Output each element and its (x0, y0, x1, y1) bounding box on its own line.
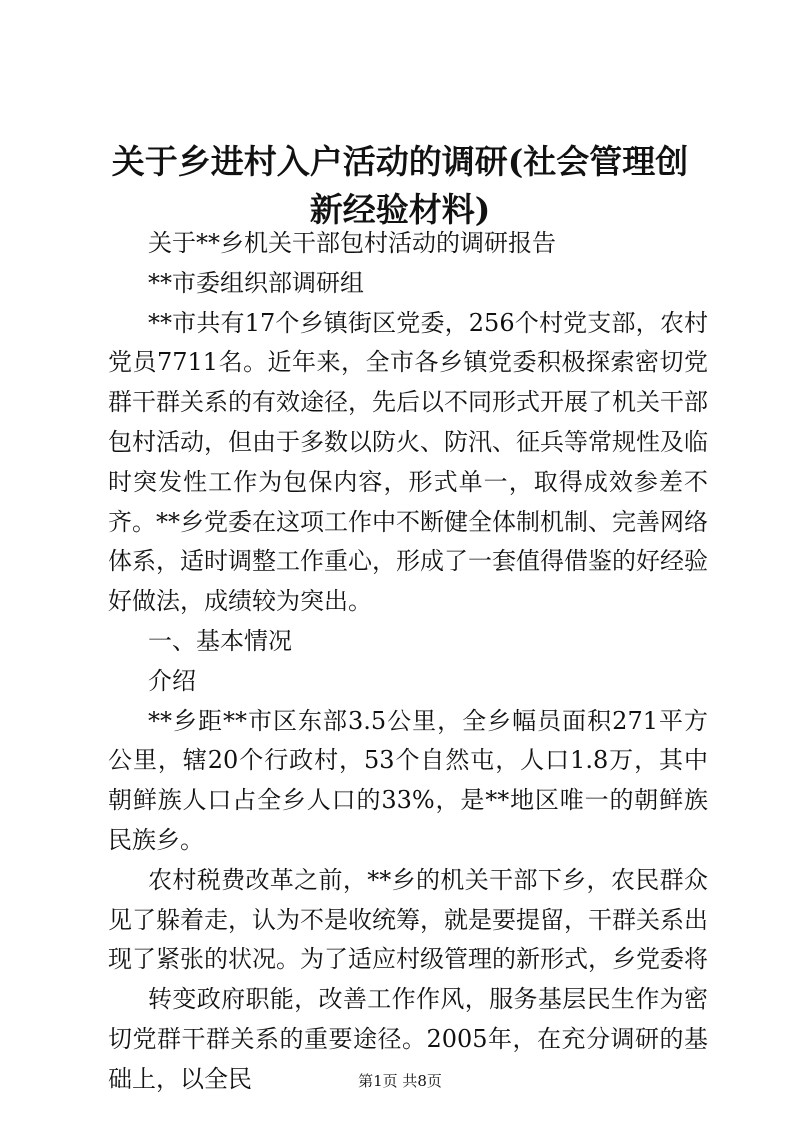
paragraph-transformation: 转变政府职能，改善工作作风，服务基层民生作为密切党群干群关系的重要途径。2005年，在充分调研的基础上，以全民 (108, 985, 708, 1093)
paragraph-background: 农村税费改革之前，**乡的机关干部下乡，农民群众见了躲着走，认为不是收统筹，就是要提留，干群关系出现了紧张的状况。为了适应村级管理的新形式，乡党委将 (108, 865, 708, 974)
section-heading-basic: 一、基本情况 (148, 626, 292, 655)
paragraph-overview: **市共有17个乡镇街区党委，256个村党支部，农村党员7711名。近年来，全市各乡镇党委积极探索密切党群干群关系的有效途径，先后以不同形式开展了机关干部包村活动，但由于多数以防火、防汛、征兵等常规性及临时突发性工作为包保内容，形式单一，取得成效参差不齐。**乡党委在这项工作中不断健全体制机制、完善网络体系，适时调整工作重心，形成了一套值得借鉴的好经验好做法，成绩较为突出。 (108, 308, 708, 616)
document-title: 关于乡进村入户活动的调研(社会管理创新经验材料) (111, 142, 689, 229)
paragraph-author: **市委组织部调研组 (148, 268, 364, 297)
paragraph-report-title: 关于**乡机关干部包村活动的调研报告 (148, 229, 556, 257)
paragraph-township-info: **乡距**市区东部3.5公里，全乡幅员面积271平方公里，辖20个行政村，53个自然屯，人口1.8万，其中朝鲜族人口占全乡人口的33%，是**地区唯一的朝鲜族民族乡。 (108, 706, 708, 854)
document-body (108, 224, 708, 1100)
section-subheading-intro: 介绍 (148, 666, 196, 695)
page-footer: 第1页 共8页 (358, 1072, 442, 1090)
